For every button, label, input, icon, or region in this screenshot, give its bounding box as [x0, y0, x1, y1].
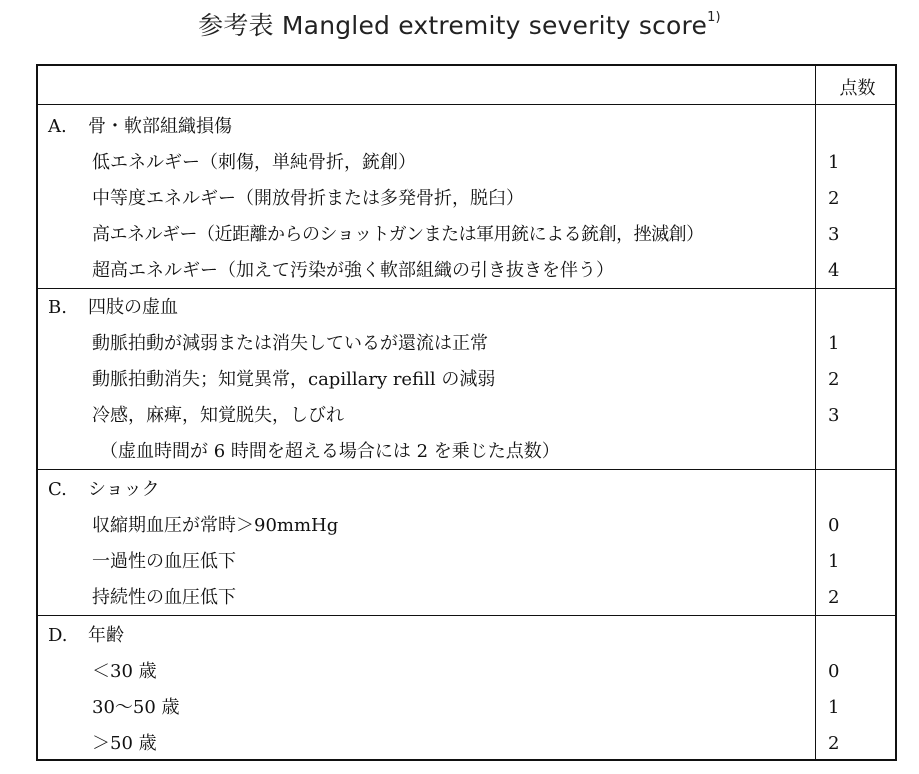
item-text: 動脈拍動が減弱または消失しているが還流は正常: [92, 333, 488, 354]
item-score: 2: [828, 587, 840, 608]
item-text: 動脈拍動消失；知覚異常，capillary refill の減弱: [92, 369, 496, 390]
table-row: [38, 398, 815, 434]
table-row: [38, 181, 815, 217]
note-text: （虚血時間が 6 時間を超える場合には 2 を乗じた点数）: [100, 441, 560, 462]
section-d-letter: D.: [48, 625, 68, 646]
table-row: [38, 253, 815, 289]
item-score: 2: [828, 188, 840, 209]
score-table: [36, 64, 897, 761]
item-score: 0: [828, 515, 840, 536]
section-b-title: 四肢の虚血: [88, 297, 178, 318]
title-footnote-ref: 1): [707, 9, 721, 25]
item-text: 収縮期血圧が常時＞90mmHg: [92, 515, 339, 536]
section-b-note: [38, 434, 815, 470]
table-row: [38, 726, 815, 762]
section-c-title: ショック: [88, 479, 160, 500]
item-score: 3: [828, 224, 840, 245]
section-divider: [38, 469, 895, 470]
section-c-header: [38, 472, 815, 508]
table-row: [38, 690, 815, 726]
item-text: 低エネルギー（刺傷，単純骨折，銃創）: [92, 152, 416, 173]
item-text: 持続性の血圧低下: [92, 587, 236, 608]
table-row: [38, 145, 815, 181]
title-text: 参考表 Mangled extremity severity score: [198, 11, 708, 40]
item-score: 2: [828, 733, 840, 754]
item-text: 超高エネルギー（加えて汚染が強く軟部組織の引き抜きを伴う）: [92, 260, 614, 281]
table-row: [38, 326, 815, 362]
section-a-title: 骨・軟部組織損傷: [88, 116, 232, 137]
item-text: 冷感，麻痺，知覚脱失，しびれ: [92, 405, 344, 426]
item-text: 30〜50 歳: [92, 697, 180, 718]
table-row: [38, 544, 815, 580]
score-column-header: 点数: [839, 78, 876, 99]
item-text: 高エネルギー（近距離からのショットガンまたは軍用銃による銃創，挫滅創）: [92, 224, 704, 245]
section-divider: [38, 615, 895, 616]
item-score: 2: [828, 369, 840, 390]
section-divider: [38, 288, 895, 289]
table-row: [38, 508, 815, 544]
column-divider: [815, 66, 816, 759]
page-title: [0, 6, 919, 42]
section-b-header: [38, 290, 815, 326]
section-d-title: 年齢: [88, 625, 124, 646]
item-score: 3: [828, 405, 840, 426]
section-c-letter: C.: [48, 479, 67, 500]
section-b-letter: B.: [48, 297, 67, 318]
item-score: 1: [828, 333, 840, 354]
item-text: 中等度エネルギー（開放骨折または多発骨折，脱臼）: [92, 188, 524, 209]
item-score: 0: [828, 661, 840, 682]
table-row: [38, 362, 815, 398]
item-score: 1: [828, 152, 840, 173]
section-d-header: [38, 618, 815, 654]
item-text: 一過性の血圧低下: [92, 551, 236, 572]
table-row: [38, 580, 815, 616]
item-text: ＞50 歳: [92, 733, 157, 754]
item-score: 4: [828, 260, 840, 281]
item-text: ＜30 歳: [92, 661, 157, 682]
table-row: [38, 217, 815, 253]
section-a-header: [38, 109, 815, 145]
item-score: 1: [828, 551, 840, 572]
section-a-letter: A.: [48, 116, 67, 137]
header-divider: [38, 104, 895, 105]
table-row: [38, 654, 815, 690]
item-score: 1: [828, 697, 840, 718]
